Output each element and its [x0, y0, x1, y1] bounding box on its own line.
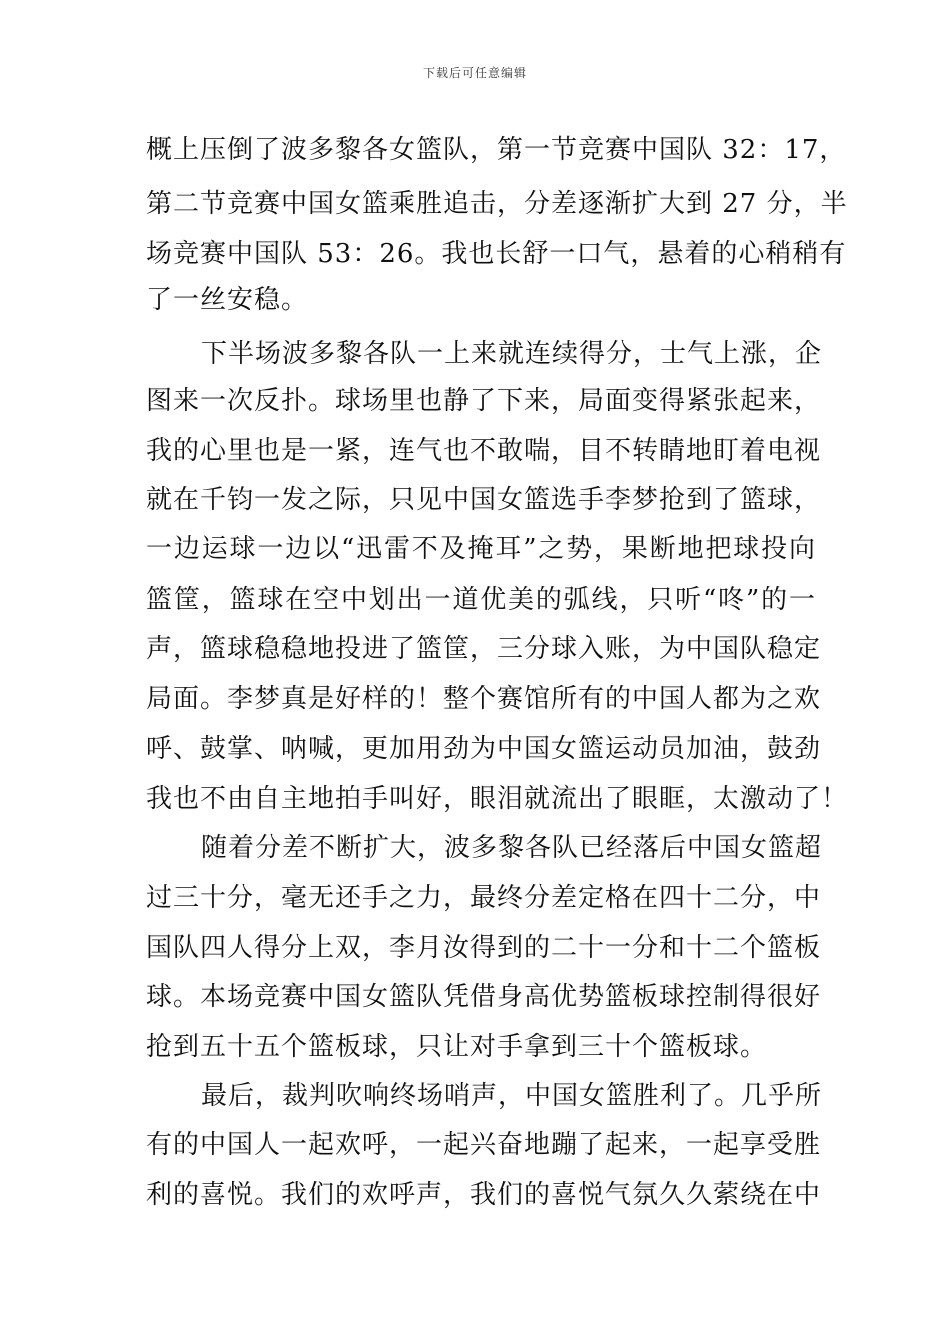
text-line: 场竞赛中国队 53：26。我也长舒一口气，悬着的心稍稍有: [146, 239, 847, 269]
text-line: 一边运球一边以“迅雷不及掩耳”之势，果断地把球投向: [146, 534, 816, 564]
text-line: 我也不由自主地拍手叫好，眼泪就流出了眼眶，太激动了！: [146, 784, 849, 814]
text-line: 局面。李梦真是好样的！整个赛馆所有的中国人都为之欢: [146, 684, 822, 714]
page-header: 下载后可任意编辑: [422, 66, 527, 80]
text-line: 有的中国人一起欢呼，一起兴奋地蹦了起来，一起享受胜: [146, 1130, 822, 1160]
text-line: 呼、鼓掌、呐喊，更加用劲为中国女篮运动员加油，鼓劲: [146, 734, 822, 764]
text-line: 下半场波多黎各队一上来就连续得分，士气上涨，企: [201, 339, 823, 369]
text-line: 国队四人得分上双，李月汝得到的二十一分和十二个篮板: [146, 933, 822, 963]
text-line: 了一丝安稳。: [146, 285, 309, 315]
text-line: 篮筐，篮球在空中划出一道优美的弧线，只听“咚”的一: [146, 585, 816, 615]
text-line: 概上压倒了波多黎各女篮队，第一节竞赛中国队 32：17，: [146, 135, 847, 165]
text-line: 过三十分，毫无还手之力，最终分差定格在四十二分，中: [146, 883, 822, 913]
text-line: 第二节竞赛中国女篮乘胜追击，分差逐渐扩大到 27 分，半: [146, 189, 848, 219]
text-line: 最后，裁判吹响终场哨声，中国女篮胜利了。几乎所: [201, 1081, 823, 1111]
text-line: 图来一次反扑。球场里也静了下来，局面变得紧张起来，: [146, 386, 822, 416]
text-line: 随着分差不断扩大，波多黎各队已经落后中国女篮超: [201, 833, 823, 863]
text-line: 就在千钧一发之际，只见中国女篮选手李梦抢到了篮球，: [146, 485, 822, 515]
text-line: 我的心里也是一紧，连气也不敢喘，目不转睛地盯着电视: [146, 436, 822, 466]
text-line: 球。本场竞赛中国女篮队凭借身高优势篮板球控制得很好: [146, 982, 822, 1012]
text-line: 声，篮球稳稳地投进了篮筐，三分球入账，为中国队稳定: [146, 634, 822, 664]
text-line: 抢到五十五个篮板球，只让对手拿到三十个篮板球。: [146, 1032, 768, 1062]
text-line: 利的喜悦。我们的欢呼声，我们的喜悦气氛久久萦绕在中: [146, 1180, 822, 1210]
